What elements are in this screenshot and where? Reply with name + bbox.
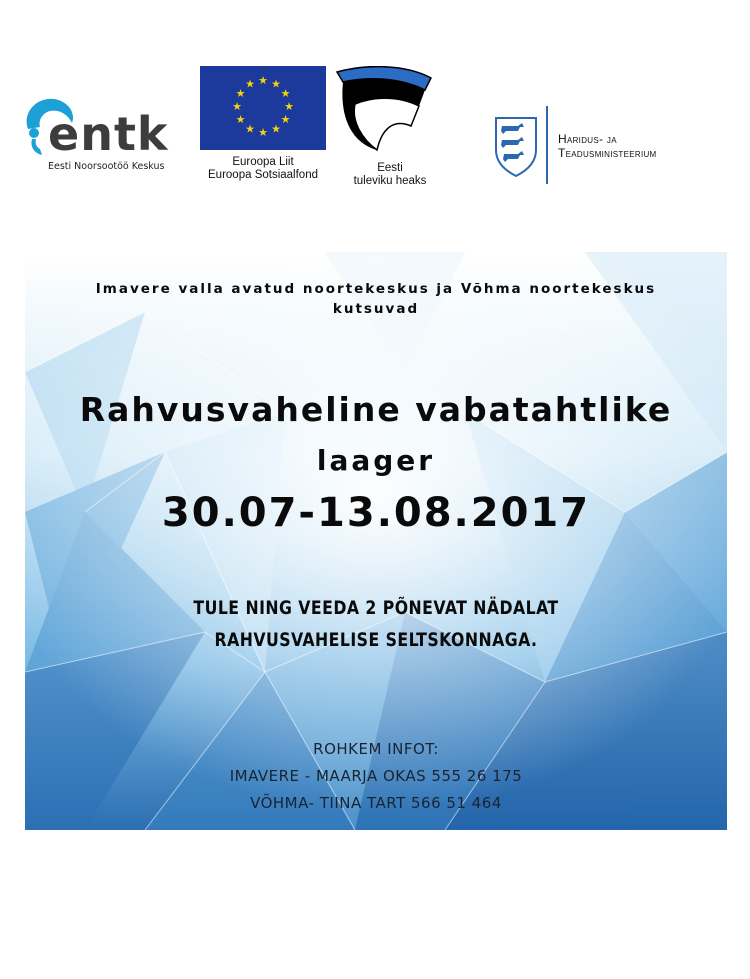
contact-info xyxy=(25,736,727,817)
svg-text:★: ★ xyxy=(258,74,268,87)
eu-caption-line2: Euroopa Sotsiaalfond xyxy=(208,169,318,181)
eu-flag-icon xyxy=(200,66,326,150)
svg-text:★: ★ xyxy=(284,100,294,113)
svg-text:★: ★ xyxy=(271,77,281,91)
logo-strip xyxy=(0,0,750,200)
info-contact-vohma: VÕHMA- TIINA TART 566 51 464 xyxy=(250,794,502,812)
eu-caption-line1: Euroopa Liit xyxy=(232,156,294,168)
tagline-line1: TULE NING VEEDA 2 PÕNEVAT NÄDALAT xyxy=(193,597,559,619)
svg-text:★: ★ xyxy=(235,87,246,100)
estonia-logo xyxy=(335,66,445,188)
coat-of-arms-icon xyxy=(494,116,538,178)
ministry-name xyxy=(558,132,657,160)
estonian-flag-icon xyxy=(335,66,435,154)
svg-text:★: ★ xyxy=(235,113,246,126)
event-poster xyxy=(25,252,727,830)
info-contact-imavere: IMAVERE - MAARJA OKAS 555 26 175 xyxy=(229,767,523,785)
estonia-caption xyxy=(335,162,445,188)
invitation-text xyxy=(25,279,727,319)
eu-caption xyxy=(196,156,330,182)
svg-text:★: ★ xyxy=(280,113,291,126)
estonia-caption-line2: tuleviku heaks xyxy=(353,175,427,187)
invitation-line1: Imavere valla avatud noortekeskus ja Võhma noortekeskus xyxy=(95,281,657,297)
entk-subtitle: Eesti Noorsootöö Keskus xyxy=(48,161,165,172)
ministry-line2: Teadusministeerium xyxy=(558,146,657,160)
ministry-logo xyxy=(494,106,694,184)
svg-text:★: ★ xyxy=(271,122,281,136)
event-tagline xyxy=(53,592,699,656)
svg-text:★: ★ xyxy=(280,87,291,100)
estonia-caption-line1: Eesti xyxy=(377,162,403,174)
event-dates: 30.07-13.08.2017 xyxy=(161,490,591,536)
svg-text:★: ★ xyxy=(245,77,255,91)
eu-logo xyxy=(200,66,326,182)
svg-text:★: ★ xyxy=(245,122,255,136)
ministry-divider xyxy=(546,106,548,184)
event-title-line2: laager xyxy=(316,444,436,477)
ministry-line1: Haridus- ja xyxy=(558,132,617,146)
invitation-line2: kutsuvad xyxy=(332,301,420,317)
svg-text:★: ★ xyxy=(232,100,242,113)
tagline-line2: RAHVUSVAHELISE SELTSKONNAGA. xyxy=(214,629,538,651)
entk-logo xyxy=(20,93,170,183)
entk-wordmark: entk xyxy=(48,107,169,161)
event-title-line1: Rahvusvaheline vabatahtlike xyxy=(79,390,673,429)
svg-text:★: ★ xyxy=(258,126,268,139)
info-heading: ROHKEM INFOT: xyxy=(313,740,439,758)
